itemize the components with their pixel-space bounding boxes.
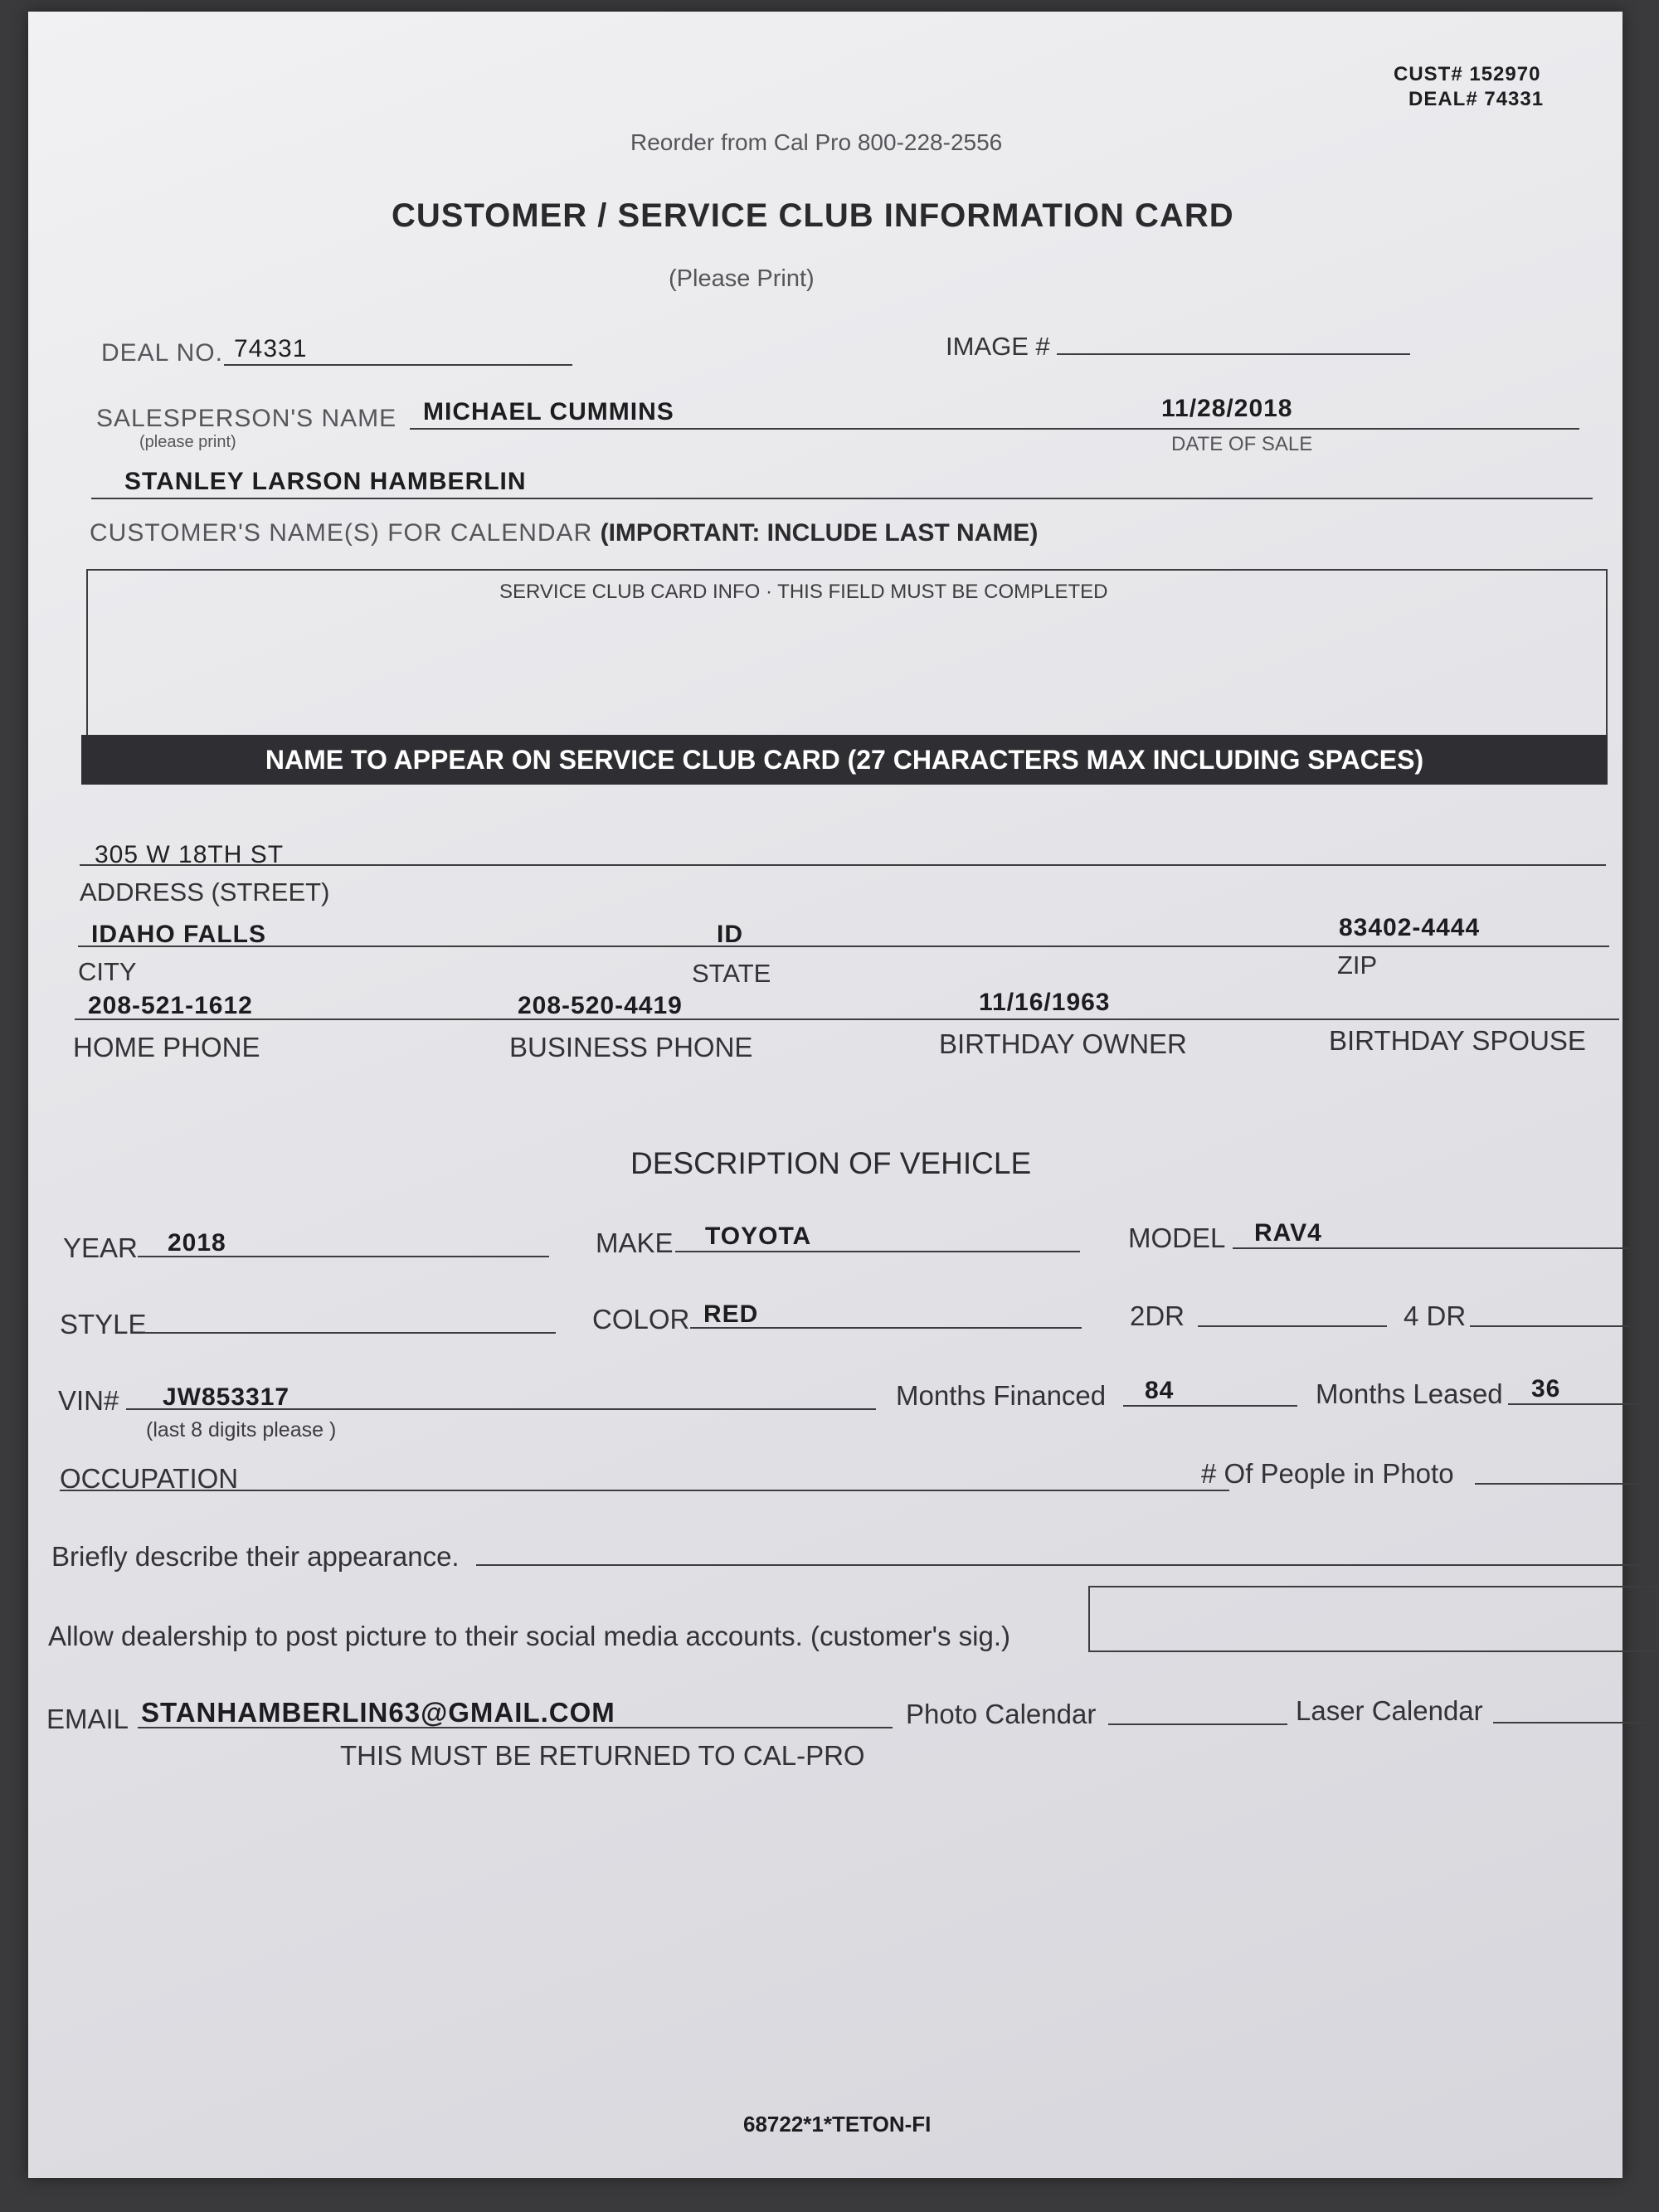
social-media-permission-label: Allow dealership to post picture to their social media accounts. (customer's sig.): [48, 1621, 1010, 1651]
zip-label: ZIP: [1337, 950, 1378, 980]
style-label: STYLE: [60, 1309, 147, 1339]
vin-sub-label: (last 8 digits please ): [146, 1418, 337, 1441]
make-label: MAKE: [596, 1228, 674, 1258]
state-label: STATE: [692, 959, 771, 988]
year-value[interactable]: 2018: [168, 1229, 226, 1257]
street-label: ADDRESS (STREET): [80, 878, 330, 907]
city-value[interactable]: IDAHO FALLS: [91, 921, 266, 948]
customer-name-line: [91, 498, 1593, 499]
business-phone-value[interactable]: 208-520-4419: [518, 992, 683, 1019]
occupation-line[interactable]: [60, 1490, 1229, 1491]
image-number-line[interactable]: [1057, 353, 1410, 355]
state-value[interactable]: ID: [717, 921, 743, 948]
birthday-owner-label: BIRTHDAY OWNER: [939, 1028, 1187, 1059]
home-phone-label: HOME PHONE: [73, 1032, 260, 1062]
make-value[interactable]: TOYOTA: [705, 1223, 812, 1250]
model-line: [1233, 1247, 1629, 1249]
color-value[interactable]: RED: [703, 1300, 759, 1328]
form-paper: [28, 12, 1623, 2178]
salesperson-line: [410, 428, 1579, 430]
date-of-sale-label: DATE OF SALE: [1171, 433, 1313, 455]
customer-signature-box[interactable]: [1088, 1586, 1657, 1652]
two-door-label: 2DR: [1130, 1300, 1185, 1331]
email-value[interactable]: STANHAMBERLIN63@GMAIL.COM: [141, 1697, 615, 1728]
four-door-label: 4 DR: [1404, 1300, 1467, 1331]
year-label: YEAR: [63, 1232, 138, 1263]
photo-calendar-label: Photo Calendar: [906, 1699, 1097, 1729]
model-value[interactable]: RAV4: [1254, 1219, 1322, 1247]
email-label: EMAIL: [46, 1704, 129, 1734]
vin-value[interactable]: JW853317: [163, 1383, 290, 1411]
business-phone-label: BUSINESS PHONE: [509, 1032, 753, 1062]
salesperson-label: SALESPERSON'S NAME: [96, 405, 397, 432]
two-door-line[interactable]: [1198, 1325, 1387, 1327]
months-financed-value[interactable]: 84: [1145, 1377, 1175, 1404]
form-code: 68722*1*TETON-FI: [743, 2112, 932, 2137]
appearance-line[interactable]: [476, 1564, 1642, 1566]
birthday-spouse-label: BIRTHDAY SPOUSE: [1329, 1025, 1586, 1056]
phone-birthday-line: [75, 1018, 1619, 1020]
months-financed-label: Months Financed: [896, 1380, 1107, 1411]
street-value[interactable]: 305 W 18TH ST: [95, 841, 285, 868]
deal-number-value[interactable]: 74331: [234, 335, 308, 362]
color-label: COLOR: [592, 1304, 690, 1334]
service-club-card-banner: NAME TO APPEAR ON SERVICE CLUB CARD (27 CHARACTERS MAX INCLUDING SPACES): [81, 735, 1608, 785]
months-leased-label: Months Leased: [1316, 1378, 1503, 1409]
vehicle-section-heading: DESCRIPTION OF VEHICLE: [630, 1146, 1032, 1180]
people-in-photo-line[interactable]: [1475, 1483, 1641, 1485]
model-label: MODEL: [1128, 1223, 1226, 1253]
deal-number-top: DEAL# 74331: [1408, 88, 1545, 110]
email-line: [138, 1727, 893, 1728]
zip-value[interactable]: 83402-4444: [1339, 914, 1481, 941]
service-club-box-caption: SERVICE CLUB CARD INFO · THIS FIELD MUST BE COMPLETED: [499, 581, 1108, 603]
salesperson-value[interactable]: MICHAEL CUMMINS: [423, 398, 674, 425]
form-title: CUSTOMER / SERVICE CLUB INFORMATION CARD: [392, 197, 1234, 234]
reorder-note: Reorder from Cal Pro 800-228-2556: [630, 129, 1003, 155]
laser-calendar-label: Laser Calendar: [1296, 1695, 1483, 1726]
customer-number: CUST# 152970: [1394, 63, 1541, 85]
city-state-zip-line: [78, 946, 1609, 947]
color-line: [690, 1327, 1082, 1329]
four-door-line[interactable]: [1470, 1325, 1629, 1327]
city-label: CITY: [78, 957, 137, 986]
customer-name-value[interactable]: STANLEY LARSON HAMBERLIN: [124, 468, 527, 495]
date-of-sale-value[interactable]: 11/28/2018: [1161, 395, 1293, 422]
return-note: THIS MUST BE RETURNED TO CAL-PRO: [340, 1740, 865, 1771]
make-line: [675, 1251, 1080, 1252]
image-number-label: IMAGE #: [946, 332, 1050, 361]
vin-label: VIN#: [58, 1385, 119, 1416]
customer-name-label: CUSTOMER'S NAME(S) FOR CALENDAR (IMPORTANT: INCLUDE LAST NAME): [90, 519, 1039, 547]
months-leased-line: [1508, 1403, 1639, 1405]
people-in-photo-label: # Of People in Photo: [1201, 1458, 1454, 1489]
salesperson-sub-label: (please print): [139, 433, 236, 451]
months-leased-value[interactable]: 36: [1531, 1375, 1561, 1403]
laser-calendar-line[interactable]: [1493, 1722, 1651, 1723]
appearance-label: Briefly describe their appearance.: [51, 1541, 460, 1572]
deal-number-label: DEAL NO.: [101, 339, 223, 367]
street-line: [80, 864, 1606, 866]
occupation-label: OCCUPATION: [60, 1463, 239, 1494]
please-print-note: (Please Print): [669, 265, 815, 292]
photo-calendar-line[interactable]: [1108, 1723, 1287, 1725]
style-line[interactable]: [143, 1332, 556, 1334]
home-phone-value[interactable]: 208-521-1612: [88, 992, 253, 1019]
months-financed-line: [1123, 1405, 1297, 1407]
vin-line: [126, 1408, 876, 1410]
birthday-owner-value[interactable]: 11/16/1963: [979, 989, 1111, 1016]
year-line: [138, 1256, 549, 1257]
deal-number-line: [224, 364, 572, 366]
